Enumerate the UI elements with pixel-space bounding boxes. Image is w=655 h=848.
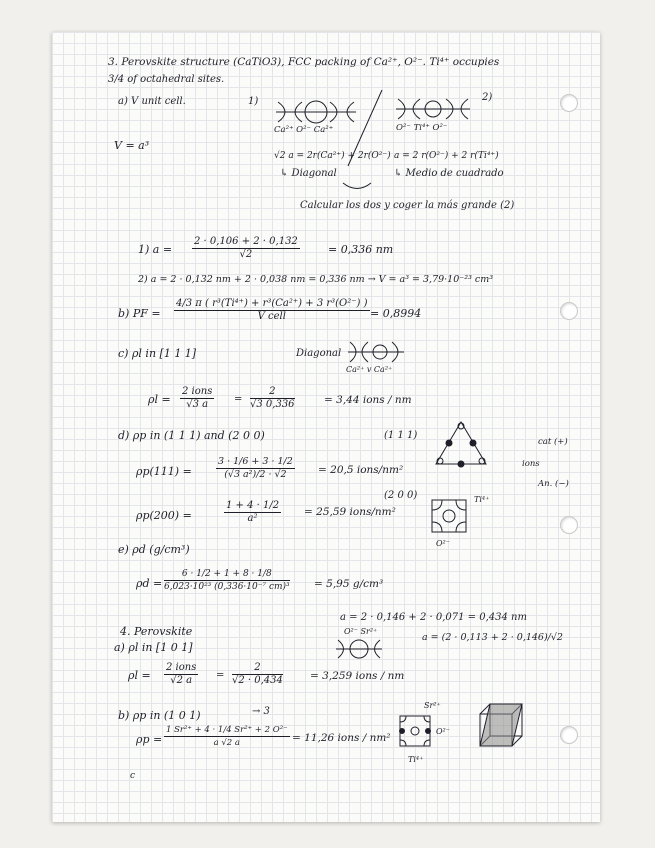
compare-note: Calcular los dos y coger la más grande (2) (300, 200, 515, 211)
part-e-label: e) ρd (g/cm³) (118, 543, 190, 556)
part-c-ions: Ca²⁺ v Ca²⁺ (346, 365, 393, 374)
part-d2-fraction (224, 500, 281, 525)
problem-4-b-result: = 11,26 ions / nm² (292, 732, 391, 744)
problem-4-a-label: a) ρl in [1 0 1] (114, 641, 193, 654)
part-c-numerator-1: 2 ions (182, 386, 213, 397)
problem-4-b-numerator: 1 Sr²⁺ + 4 · 1/4 Sr²⁺ + 2 O²⁻ (166, 725, 288, 735)
case-1-note: ↳ Diagonal (280, 168, 337, 179)
part-d1-denominator: (√3 a²)/2 · √2 (224, 469, 287, 480)
part-e-numerator: 6 · 1/2 + 1 + 8 · 1/8 (164, 568, 290, 581)
part-c-result: = 3,44 ions / nm (324, 394, 412, 406)
part-c-fraction-1 (180, 386, 214, 411)
part-e-lhs: ρd = (136, 577, 163, 590)
problem-4-b-fraction (164, 724, 290, 749)
part-d2-lhs: ρp(200) = (136, 509, 192, 522)
notebook-sheet (52, 32, 600, 822)
problem-4-b-lhs: ρp = (136, 733, 163, 746)
problem-4-a-numerator-2: 2 (232, 662, 283, 675)
problem-4-a-lhs: ρl = (128, 669, 151, 682)
part-b-numerator: 4/3 π ( r³(Ti⁴⁺) + r³(Ca²⁺) + 3 r³(O²⁻) ) (176, 298, 368, 309)
problem-4-b-arrow: → 3 (252, 706, 270, 717)
case-1-equation: √2 a = 2r(Ca²⁺) + 2r(O²⁻) (274, 151, 391, 161)
o-ti-o-ions-sketch (396, 94, 470, 124)
problem-4-a-denominator-1: √2 a (170, 675, 193, 686)
part-d2-result: = 25,59 ions/nm² (304, 506, 396, 518)
case-2-equation: a = 2 r(O²⁻) + 2 r(Ti⁴⁺) (394, 151, 499, 161)
problem-4-a-equation-2: a = (2 · 0,113 + 2 · 0,146)/√2 (422, 632, 563, 643)
part-e-result: = 5,95 g/cm³ (314, 578, 384, 590)
footer-mark: c (130, 771, 136, 781)
part-d1-lhs: ρp(111) = (136, 465, 192, 478)
part-c-denominator-2: √3 0,336 (250, 399, 295, 410)
part-d1-result: = 20,5 ions/nm² (318, 464, 404, 476)
part-c-fraction-2 (250, 386, 295, 411)
part-c-lhs: ρl = (148, 393, 171, 406)
anion-label: An. (−) (538, 479, 569, 489)
volume-formula: V = a³ (114, 139, 150, 152)
case-2-label: 2) (482, 92, 493, 103)
plane-200-label: (2 0 0) (384, 490, 418, 501)
sr-ion-label: Sr²⁺ (424, 701, 441, 710)
binder-hole (560, 516, 578, 534)
part-d2-denominator: a² (247, 513, 258, 524)
case-1-label: 1) (248, 96, 259, 107)
calc-1-result: = 0,336 nm (328, 243, 394, 256)
cation-label: cat (+) (538, 437, 568, 447)
problem-4-title: 4. Perovskite (120, 625, 193, 638)
case-1-ions: Ca²⁺ O²⁻ Ca²⁺ (274, 125, 334, 135)
binder-hole (560, 726, 578, 744)
part-c-denominator-1: √3 a (186, 399, 209, 410)
plane-111-triangle (434, 420, 488, 468)
plane-200-square (430, 498, 470, 534)
problem-4-a-denominator-2: √2 · 0,434 (232, 675, 283, 686)
problem-4-a-result: = 3,259 ions / nm (310, 670, 405, 682)
part-b-denominator: V cell (257, 311, 286, 322)
problem-3-title-cont: 3/4 of octahedral sites. (108, 74, 225, 85)
calc-2-line: 2) a = 2 · 0,132 nm + 2 · 0,038 nm = 0,336 nm → V = a³ = 3,79·10⁻²³ cm³ (138, 274, 494, 285)
case-2-note: ↳ Medio de cuadrado (394, 168, 504, 179)
calc-1-lhs: 1) a = (138, 243, 173, 256)
part-d1-numerator: 3 · 1/6 + 3 · 1/2 (218, 456, 293, 467)
o-ion-label-2: O²⁻ (436, 727, 450, 736)
problem-3-title: 3. Perovskite structure (CaTiO3), FCC packing of Ca²⁺, O²⁻. Ti⁴⁺ occupies (108, 56, 500, 68)
part-a-label: a) V unit cell. (118, 96, 186, 107)
binder-hole (560, 94, 578, 112)
plane-111-label: (1 1 1) (384, 430, 418, 441)
part-c-numerator-2: 2 (250, 386, 295, 399)
part-c-label: c) ρl in [1 1 1] (118, 347, 197, 360)
part-e-fraction (164, 568, 290, 593)
calc-1-denominator: √2 (239, 249, 253, 260)
part-d2-numerator: 1 + 4 · 1/2 (226, 500, 280, 511)
part-b-lhs: b) PF = (118, 307, 161, 320)
binder-hole (560, 302, 578, 320)
problem-4-a-fraction-1 (164, 662, 198, 687)
problem-4-b-denominator: a √2 a (213, 738, 240, 748)
part-d-label: d) ρp in (1 1 1) and (2 0 0) (118, 429, 265, 442)
equals-sign: = (234, 394, 243, 405)
problem-4-a-numerator-1: 2 ions (166, 662, 197, 673)
diagonal-ions-sketch (348, 340, 404, 364)
calc-1-numerator: 2 · 0,106 + 2 · 0,132 (194, 236, 298, 247)
part-b-fraction (174, 298, 370, 323)
plane-101-square (398, 714, 432, 748)
o-sr-ions-sketch (336, 638, 382, 660)
problem-4-b-label: b) ρp in (1 0 1) (118, 709, 201, 722)
o-ion-label: O²⁻ (436, 539, 450, 548)
ti-ion-label-2: Ti⁴⁺ (408, 755, 424, 764)
ti-ion-label: Ti⁴⁺ (474, 495, 490, 504)
equals-sign: = (216, 670, 225, 681)
case-2-ions: O²⁻ Ti⁴⁺ O²⁻ (396, 123, 448, 133)
problem-4-a-equation: a = 2 · 0,146 + 2 · 0,071 = 0,434 nm (340, 612, 527, 623)
part-c-diagonal-label: Diagonal (296, 348, 342, 359)
ions-label: ions (522, 459, 540, 469)
merge-bracket (342, 182, 372, 194)
problem-4-ions: O²⁻ Sr²⁺ (344, 627, 378, 636)
part-e-denominator: 6,023·10²³ (0,336·10⁻⁷ cm)³ (164, 582, 290, 592)
problem-4-a-fraction-2 (232, 662, 283, 687)
unit-cell-cube-sketch (478, 702, 526, 750)
part-d1-fraction (216, 456, 295, 481)
calc-1-fraction (192, 236, 300, 261)
part-b-result: = 0,8994 (370, 307, 422, 320)
